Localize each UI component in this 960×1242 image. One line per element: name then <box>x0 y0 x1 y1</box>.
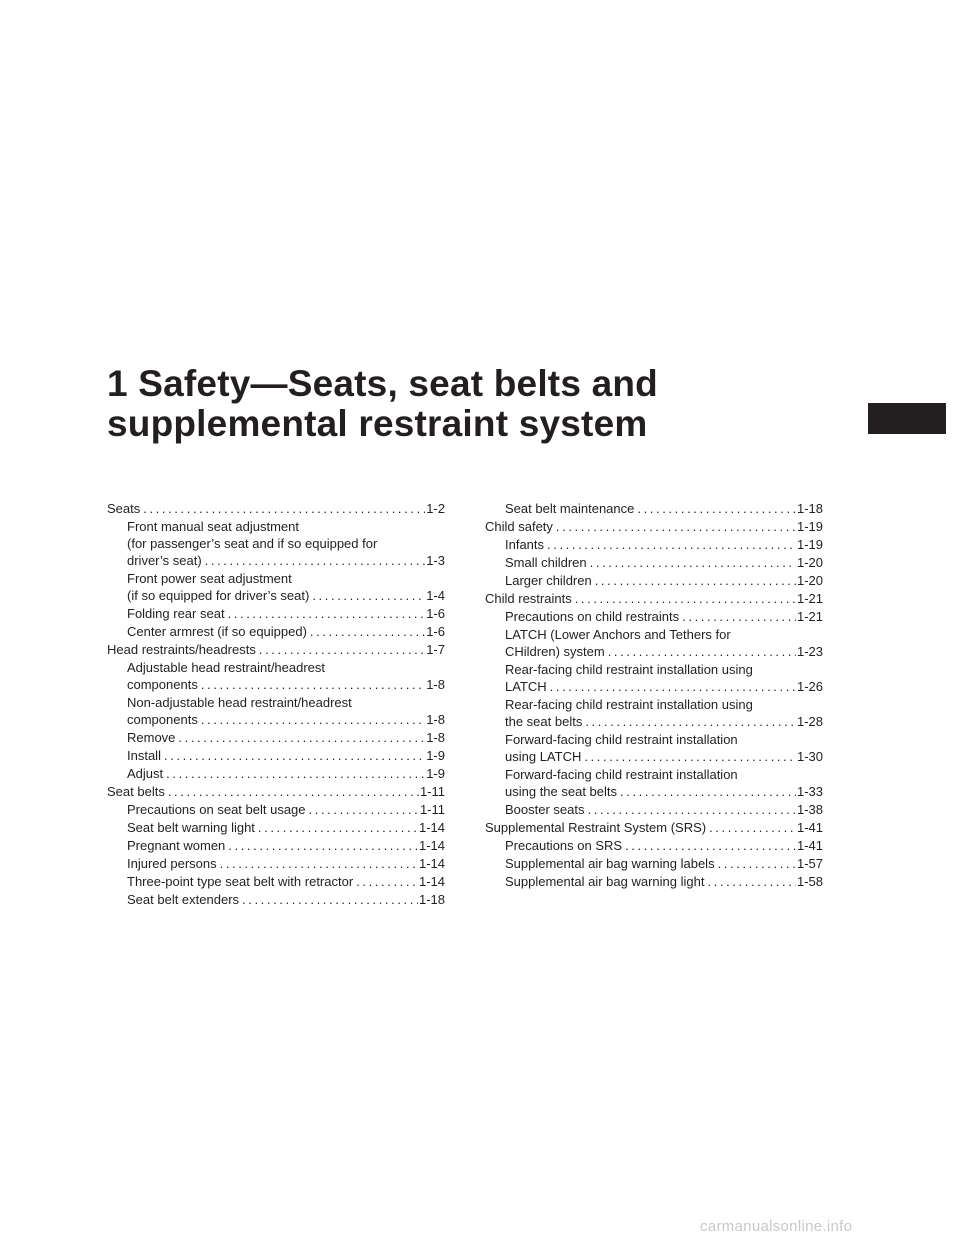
chapter-title <box>107 364 658 444</box>
dot-leader <box>205 552 426 569</box>
dot-leader <box>164 747 425 764</box>
toc-entry-page-number: 1-11 <box>419 784 445 799</box>
toc-entry-label-line: Forward-facing child restraint installation <box>505 732 738 747</box>
toc-entry[interactable] <box>485 696 823 730</box>
toc-entry[interactable] <box>485 819 823 836</box>
toc-entry-label: Head restraints/headrests <box>107 642 256 657</box>
toc-entry[interactable] <box>107 641 445 658</box>
toc-entry-page-number: 1-57 <box>796 856 823 871</box>
dot-leader <box>625 837 796 854</box>
toc-right-column <box>485 500 823 891</box>
toc-left-column <box>107 500 445 909</box>
toc-entry-page-number: 1-18 <box>796 501 823 516</box>
toc-entry[interactable] <box>107 891 445 908</box>
toc-entry-page-number: 1-18 <box>418 892 445 907</box>
dot-leader <box>228 605 426 622</box>
toc-entry-page-number: 1-11 <box>419 802 445 817</box>
dot-leader <box>550 678 796 695</box>
dot-leader <box>718 855 796 872</box>
toc-entry[interactable] <box>485 855 823 872</box>
toc-entry[interactable] <box>107 729 445 746</box>
toc-entry[interactable] <box>485 626 823 660</box>
toc-entry[interactable] <box>485 590 823 607</box>
dot-leader <box>309 801 419 818</box>
dot-leader <box>201 711 425 728</box>
dot-leader <box>228 837 418 854</box>
toc-entry-label: Seat belts <box>107 784 165 799</box>
toc-entry[interactable] <box>107 819 445 836</box>
toc-entry-label: LATCH <box>505 679 547 694</box>
toc-entry-label: (if so equipped for driver’s seat) <box>127 588 310 603</box>
toc-entry[interactable] <box>485 837 823 854</box>
toc-entry[interactable] <box>107 518 445 569</box>
toc-entry-page-number: 1-20 <box>796 573 823 588</box>
toc-entry[interactable] <box>107 659 445 693</box>
dot-leader <box>608 643 796 660</box>
chapter-title-line-1: 1 Safety—Seats, seat belts and <box>107 363 658 404</box>
toc-entry-page-number: 1-8 <box>426 677 445 692</box>
toc-entry[interactable] <box>107 783 445 800</box>
dot-leader <box>707 873 796 890</box>
toc-entry-page-number: 1-41 <box>796 838 823 853</box>
toc-entry-page-number: 1-21 <box>796 591 823 606</box>
toc-entry-label: Seat belt extenders <box>127 892 240 907</box>
toc-entry[interactable] <box>107 873 445 890</box>
dot-leader <box>547 536 796 553</box>
toc-entry-label-line: (for passenger’s seat and if so equipped for <box>127 536 378 551</box>
toc-entry-label: driver’s seat) <box>127 553 202 568</box>
toc-entry-label: Folding rear seat <box>127 606 225 621</box>
toc-entry-label: Install <box>127 748 161 763</box>
toc-entry-label: Supplemental air bag warning labels <box>505 856 715 871</box>
toc-entry-label-line: Rear-facing child restraint installation using <box>505 662 753 677</box>
dot-leader <box>585 713 796 730</box>
toc-entry[interactable] <box>107 765 445 782</box>
toc-entry-page-number: 1-20 <box>796 555 823 570</box>
toc-entry[interactable] <box>485 608 823 625</box>
toc-entry-label: Precautions on child restraints <box>505 609 680 624</box>
toc-entry-label: Pregnant women <box>127 838 226 853</box>
toc-entry-page-number: 1-23 <box>796 644 823 659</box>
toc-entry-page-number: 1-28 <box>796 714 823 729</box>
dot-leader <box>242 891 418 908</box>
dot-leader <box>201 676 425 693</box>
dot-leader <box>595 572 796 589</box>
toc-entry-label-line: Front power seat adjustment <box>127 571 292 586</box>
dot-leader <box>709 819 796 836</box>
toc-entry-label: components <box>127 677 198 692</box>
dot-leader <box>312 587 425 604</box>
toc-entry-label: Seats <box>107 501 141 516</box>
toc-entry-label: Adjust <box>127 766 164 781</box>
toc-entry-label: Precautions on seat belt usage <box>127 802 306 817</box>
toc-entry-label: components <box>127 712 198 727</box>
toc-entry-page-number: 1-6 <box>426 624 445 639</box>
toc-entry[interactable] <box>107 500 445 517</box>
toc-entry-page-number: 1-33 <box>796 784 823 799</box>
toc-entry-page-number: 1-3 <box>426 553 445 568</box>
toc-entry-page-number: 1-14 <box>418 838 445 853</box>
dot-leader <box>356 873 418 890</box>
toc-entry-page-number: 1-14 <box>418 856 445 871</box>
toc-entry-page-number: 1-19 <box>796 519 823 534</box>
dot-leader <box>682 608 796 625</box>
toc-entry-page-number: 1-19 <box>796 537 823 552</box>
toc-entry-label-line: Non-adjustable head restraint/headrest <box>127 695 352 710</box>
toc-entry-page-number: 1-7 <box>426 642 445 657</box>
toc-entry-page-number: 1-30 <box>796 749 823 764</box>
dot-leader <box>620 783 796 800</box>
dot-leader <box>178 729 425 746</box>
toc-entry[interactable] <box>107 801 445 818</box>
toc-entry-page-number: 1-41 <box>796 820 823 835</box>
toc-entry-label: Larger children <box>505 573 592 588</box>
dot-leader <box>584 748 796 765</box>
toc-entry-label: Supplemental Restraint System (SRS) <box>485 820 707 835</box>
toc-entry-label: Remove <box>127 730 176 745</box>
toc-entry-label: Booster seats <box>505 802 585 817</box>
toc-entry-label: Child restraints <box>485 591 572 606</box>
chapter-tab-marker <box>868 403 946 434</box>
toc-entry-page-number: 1-2 <box>426 501 445 516</box>
dot-leader <box>143 500 425 517</box>
dot-leader <box>168 783 419 800</box>
toc-entry-page-number: 1-4 <box>426 588 445 603</box>
toc-entry-label: Seat belt warning light <box>127 820 255 835</box>
toc-entry-label-line: Front manual seat adjustment <box>127 519 299 534</box>
toc-entry[interactable] <box>485 500 823 517</box>
toc-entry-label: Three-point type seat belt with retractor <box>127 874 354 889</box>
toc-entry-page-number: 1-58 <box>796 874 823 889</box>
dot-leader <box>588 801 796 818</box>
toc-entry-page-number: 1-21 <box>796 609 823 624</box>
dot-leader <box>310 623 425 640</box>
toc-entry[interactable] <box>107 747 445 764</box>
dot-leader <box>259 641 425 658</box>
toc-entry[interactable] <box>485 536 823 553</box>
dot-leader <box>590 554 796 571</box>
toc-entry[interactable] <box>107 837 445 854</box>
toc-entry-page-number: 1-9 <box>426 748 445 763</box>
toc-entry[interactable] <box>107 694 445 728</box>
toc-entry-label: the seat belts <box>505 714 583 729</box>
toc-entry-label: Infants <box>505 537 545 552</box>
toc-entry-page-number: 1-6 <box>426 606 445 621</box>
toc-entry-label-line: Rear-facing child restraint installation using <box>505 697 753 712</box>
toc-entry[interactable] <box>485 801 823 818</box>
toc-entry-label: Small children <box>505 555 587 570</box>
toc-entry-page-number: 1-8 <box>426 730 445 745</box>
toc-entry-page-number: 1-8 <box>426 712 445 727</box>
toc-entry-page-number: 1-9 <box>426 766 445 781</box>
toc-entry-label: using the seat belts <box>505 784 618 799</box>
toc-entry-label-line: LATCH (Lower Anchors and Tethers for <box>505 627 731 642</box>
toc-entry-page-number: 1-14 <box>418 820 445 835</box>
toc-entry-label: Supplemental air bag warning light <box>505 874 705 889</box>
toc-entry[interactable] <box>107 605 445 622</box>
dot-leader <box>556 518 796 535</box>
toc-entry-label: Seat belt maintenance <box>505 501 635 516</box>
toc-entry-label: Child safety <box>485 519 553 534</box>
toc-entry[interactable] <box>485 661 823 695</box>
dot-leader <box>575 590 796 607</box>
toc-entry-page-number: 1-14 <box>418 874 445 889</box>
toc-entry-label: Center armrest (if so equipped) <box>127 624 307 639</box>
toc-entry-page-number: 1-26 <box>796 679 823 694</box>
toc-entry[interactable] <box>107 570 445 604</box>
toc-entry-label: Precautions on SRS <box>505 838 623 853</box>
toc-entry[interactable] <box>485 731 823 765</box>
dot-leader <box>166 765 425 782</box>
toc-entry-label: CHildren) system <box>505 644 605 659</box>
toc-entry[interactable] <box>485 572 823 589</box>
toc-entry[interactable] <box>107 855 445 872</box>
toc-entry-page-number: 1-38 <box>796 802 823 817</box>
toc-entry-label-line: Forward-facing child restraint installation <box>505 767 738 782</box>
toc-entry[interactable] <box>485 554 823 571</box>
toc-entry[interactable] <box>107 623 445 640</box>
dot-leader <box>258 819 418 836</box>
toc-entry[interactable] <box>485 873 823 890</box>
toc-entry-label-line: Adjustable head restraint/headrest <box>127 660 326 675</box>
toc-entry-label: Injured persons <box>127 856 217 871</box>
toc-entry[interactable] <box>485 766 823 800</box>
dot-leader <box>637 500 796 517</box>
dot-leader <box>220 855 418 872</box>
watermark: carmanualsonline.info <box>700 1218 853 1235</box>
toc-entry[interactable] <box>485 518 823 535</box>
chapter-title-line-2: supplemental restraint system <box>107 403 648 444</box>
toc-entry-label: using LATCH <box>505 749 582 764</box>
